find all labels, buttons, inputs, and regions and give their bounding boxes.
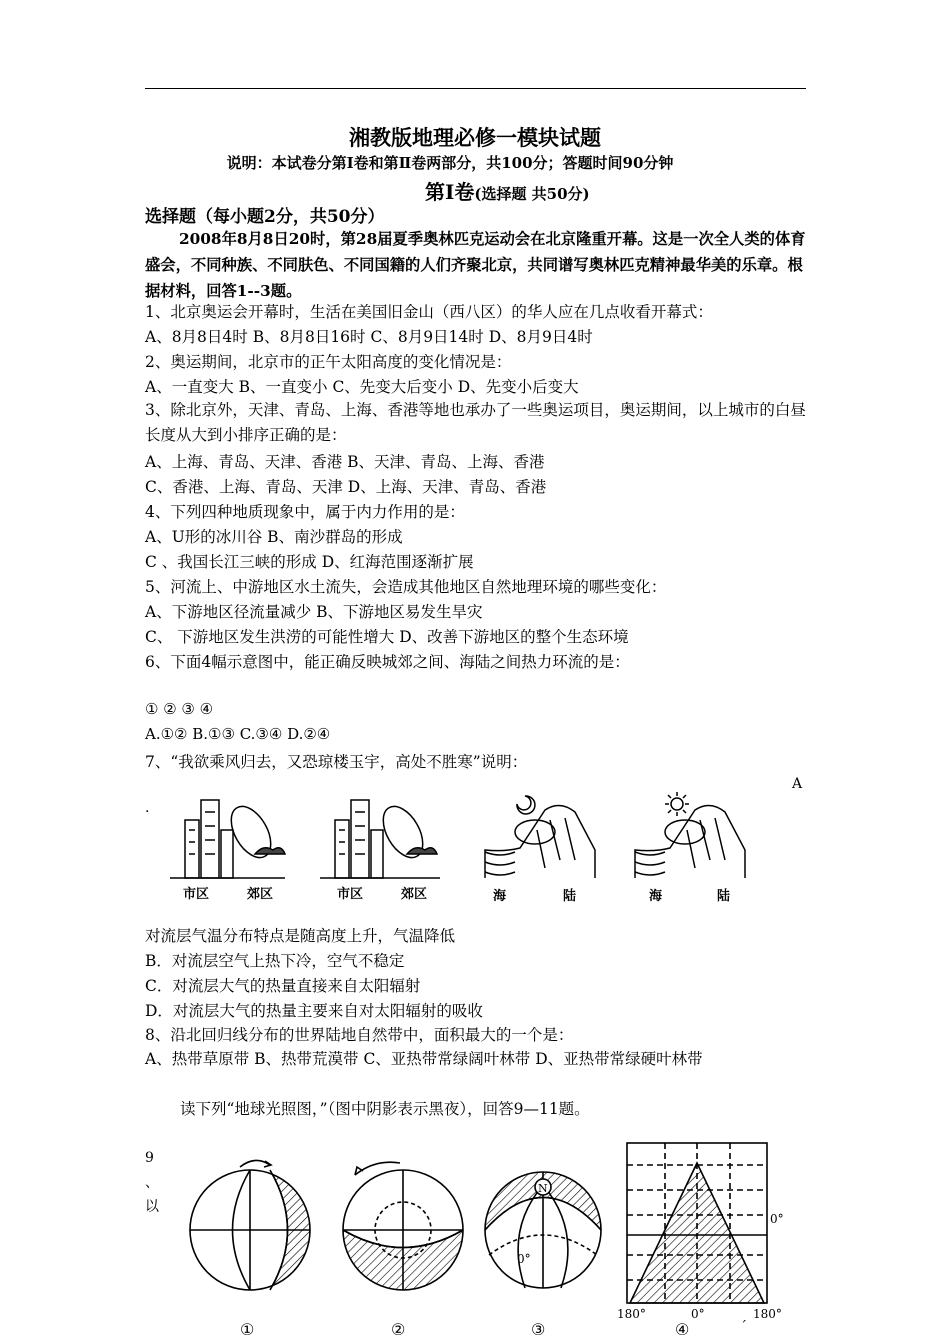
q8: 8、沿北回归线分布的世界陆地自然带中，面积最大的一个是： [145,1026,574,1044]
label-city-1: 市区 [183,887,210,902]
q1-options: A、8月8日4时 B、8月8日16时 C、8月9日14时 D、8月9日4时 [145,328,593,346]
margin-mark-a: A [792,776,803,792]
q4-options-a: A、U形的冰川谷 B、南沙群岛的形成 [145,528,403,546]
margin-yi: 以 [145,1199,159,1215]
q3: 3、除北京外，天津、青岛、上海、香港等地也承办了一些奥运项目，奥运期间，以上城市的白昼长度从大到小排序正确的是： [145,401,806,444]
q9-intro: 读下列“地球光照图，”（图中阴影表示黑夜），回答9—11题。 [180,1100,590,1118]
label-land-3: 陆 [563,889,577,904]
exam-note: 说明：本试卷分第Ⅰ卷和第Ⅱ卷两部分，共100分；答题时间90分钟 [226,154,674,172]
volume-main: 第Ⅰ卷 [425,180,475,204]
map-lon-right: 180° [753,1307,782,1321]
q2: 2、奥运期间，北京市的正午太阳高度的变化情况是： [145,353,512,371]
q5-options-b: C、 下游地区发生洪涝的可能性增大 D、改善下游地区的整个生态环境 [145,628,629,646]
globe-diagram [185,1135,795,1335]
q5: 5、河流上、中游地区水土流失，会造成其他地区自然地理环境的哪些变化： [145,578,667,596]
label-sea-4: 海 [649,889,663,904]
q7: 7、“我欲乘风归去，又恐琼楼玉宇，高处不胜寒”说明： [145,753,528,771]
circulation-figure [165,790,775,906]
header-rule [145,88,806,89]
passage: 2008年8月8日20时，第28届夏季奥林匹克运动会在北京隆重开幕。这是一次全人类的体育盛会，不同种族、不同肤色、不同国籍的人们齐聚北京，共同谱写奥林匹克精神最华美的乐章。根据材料，回答1--3题。 [145,230,806,300]
q3-options-b: C、香港、上海、青岛、天津 D、上海、天津、青岛、香港 [145,478,547,496]
q5-options-a: A、下游地区径流量减少 B、下游地区易发生旱灾 [145,603,483,621]
map-tick: ˊ [740,1319,747,1335]
margin-nine: 9 [145,1150,154,1166]
q7-option-c: C．对流层大气的热量直接来自太阳辐射 [145,977,421,995]
globe-num-2: ② [391,1320,406,1335]
q3-options-a: A、上海、青岛、天津、香港 B、天津、青岛、上海、香港 [145,453,545,471]
globe-num-4: ④ [675,1320,690,1335]
globe-num-1: ① [240,1320,255,1335]
section-label: 选择题（每小题2分，共50分） [145,207,385,227]
label-land-4: 陆 [717,889,731,904]
globe-num-3: ③ [531,1320,546,1335]
q7-option-d: D．对流层大气的热量主要来自对太阳辐射的吸收 [145,1002,483,1020]
volume-heading [425,176,590,205]
q6-options: A.①② B.①③ C.③④ D.②④ [145,725,331,743]
q4-options-b: C 、我国长江三峡的形成 D、红海范围逐渐扩展 [145,553,474,571]
q1: 1、北京奥运会开幕时，生活在美国旧金山（西八区）的华人应在几点收看开幕式： [145,303,713,321]
q7-option-a: 对流层气温分布特点是随高度上升，气温降低 [145,927,456,945]
q8-options: A、热带草原带 B、热带荒漠带 C、亚热带常绿阔叶林带 D、亚热带常绿硬叶林带 [145,1050,703,1068]
q2-options: A、一直变大 B、一直变小 C、先变大后变小 D、先变小后变大 [145,378,579,396]
label-city-2: 市区 [337,887,364,902]
volume-sub: (选择题 共50分) [474,185,590,203]
page-title: 湘教版地理必修一模块试题 [349,125,601,150]
q6: 6、下面4幅示意图中，能正确反映城郊之间、海陆之间热力环流的是： [145,653,630,671]
globe3-n: N [538,1182,548,1195]
globe-figure [185,1135,795,1335]
label-sea-3: 海 [493,889,507,904]
margin-mark-dot: . [145,800,150,816]
label-suburb-2: 郊区 [401,887,428,902]
map-lon-left: 180° [617,1307,646,1321]
margin-comma: 、 [145,1175,159,1191]
circulation-diagram [165,790,775,906]
map-lon-mid: 0° [691,1307,705,1321]
map-zero-lat: 0° [770,1212,784,1226]
q4: 4、下列四种地质现象中，属于内力作用的是： [145,503,465,521]
q6-numbers: ① ② ③ ④ [145,700,214,718]
label-suburb-1: 郊区 [247,887,274,902]
globe3-zero: 0° [517,1252,531,1266]
q7-option-b: B．对流层空气上热下冷，空气不稳定 [145,952,405,970]
